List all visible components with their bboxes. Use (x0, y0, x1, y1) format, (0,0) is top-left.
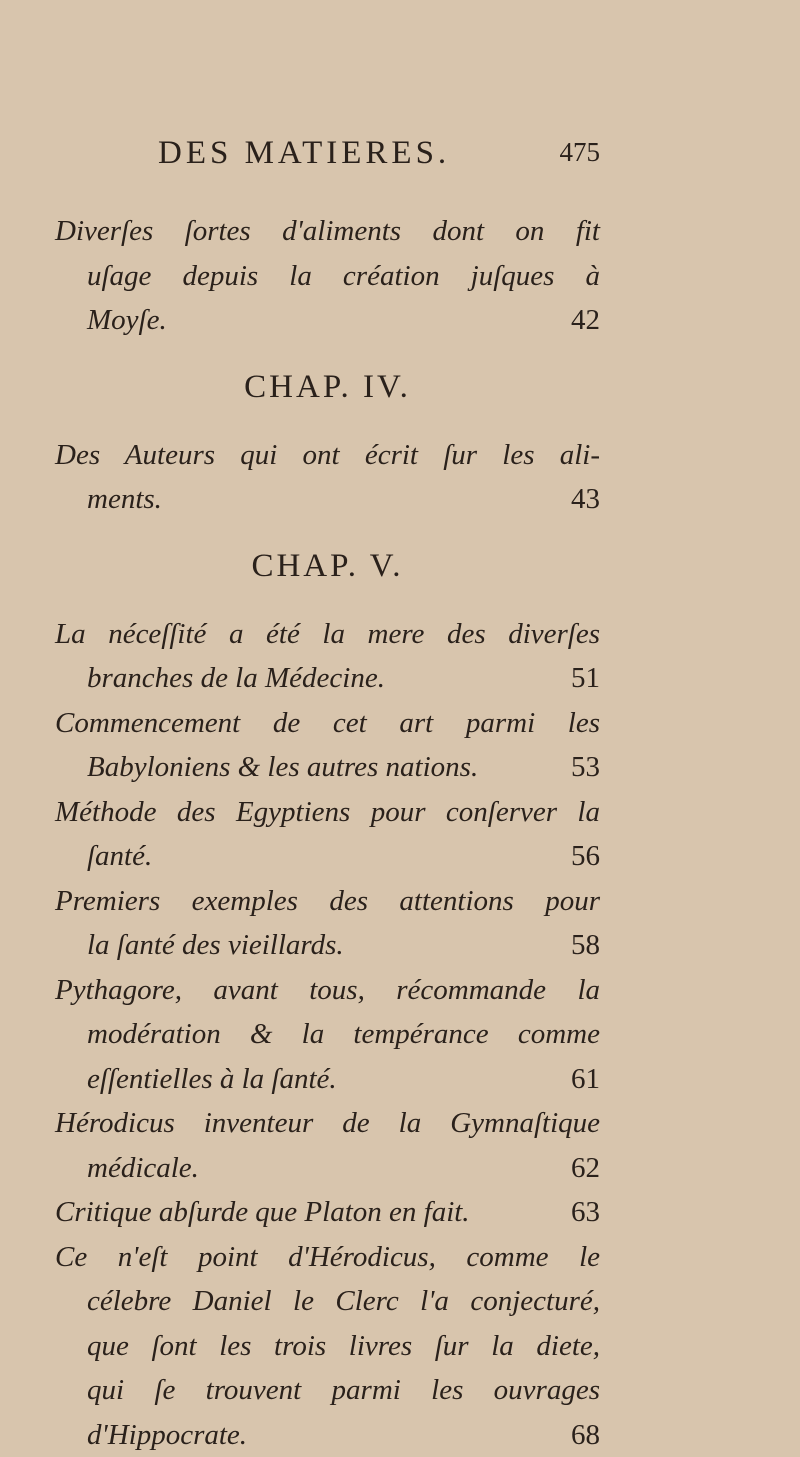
toc-line: célebre Daniel le Clerc l'a conjecturé, (55, 1279, 600, 1324)
toc-text: d'Hippocrate. (87, 1413, 247, 1457)
toc-text: branches de la Médecine. (87, 656, 385, 701)
toc-text: Babyloniens & les autres nations. (87, 745, 478, 790)
toc-line (55, 477, 600, 522)
table-of-contents (55, 189, 600, 1457)
toc-text: Moyſe. (87, 298, 167, 343)
toc-entry (55, 209, 600, 343)
toc-line: modération & la tempérance comme (55, 1012, 600, 1057)
toc-line (55, 298, 600, 343)
toc-text: eſſentielles à la ſanté. (87, 1057, 337, 1102)
toc-entry (55, 1235, 600, 1457)
toc-entry (55, 612, 600, 701)
toc-page-number: 68 (571, 1413, 600, 1457)
toc-line: Ce n'eſt point d'Hérodicus, comme le (55, 1235, 600, 1280)
toc-line: qui ſe trouvent parmi les ouvrages (55, 1368, 600, 1413)
toc-line (55, 1190, 600, 1235)
toc-line (55, 834, 600, 879)
toc-line: Pythagore, avant tous, récommande la (55, 968, 600, 1013)
toc-entry (55, 879, 600, 968)
toc-entry (55, 701, 600, 790)
toc-line (55, 1413, 600, 1457)
toc-line: que ſont les trois livres ſur la diete, (55, 1324, 600, 1369)
toc-entry (55, 1190, 600, 1235)
toc-entry (55, 1101, 600, 1190)
toc-text: la ſanté des vieillards. (87, 923, 344, 968)
toc-line: Méthode des Egyptiens pour conſerver la (55, 790, 600, 835)
toc-page-number: 62 (571, 1146, 600, 1191)
toc-line: Des Auteurs qui ont écrit ſur les ali- (55, 433, 600, 478)
toc-line: La néceſſité a été la mere des diverſes (55, 612, 600, 657)
toc-line: Commencement de cet art parmi les (55, 701, 600, 746)
toc-page-number: 56 (571, 834, 600, 879)
toc-line (55, 745, 600, 790)
toc-text: Critique abſurde que Platon en fait. (55, 1190, 470, 1235)
toc-page-number: 51 (571, 656, 600, 701)
chapter-heading: CHAP. IV. (55, 357, 600, 417)
toc-line (55, 1146, 600, 1191)
toc-entry (55, 790, 600, 879)
toc-page-number: 53 (571, 745, 600, 790)
toc-page-number: 42 (571, 298, 600, 343)
toc-line (55, 656, 600, 701)
toc-line: Diverſes ſortes d'aliments dont on fit (55, 209, 600, 254)
running-head (55, 135, 600, 189)
toc-entry (55, 968, 600, 1102)
toc-page-number: 43 (571, 477, 600, 522)
running-title: DES MATIERES. (158, 135, 450, 172)
toc-text: médicale. (87, 1146, 199, 1191)
spacer (55, 189, 600, 209)
toc-line: Premiers exemples des attentions pour (55, 879, 600, 924)
toc-line (55, 923, 600, 968)
toc-line: uſage depuis la création juſques à (55, 254, 600, 299)
toc-entry (55, 433, 600, 522)
book-page (55, 135, 600, 1457)
toc-text: ments. (87, 477, 162, 522)
toc-page-number: 63 (571, 1190, 600, 1235)
toc-page-number: 58 (571, 923, 600, 968)
toc-line: Hérodicus inventeur de la Gymnaſtique (55, 1101, 600, 1146)
chapter-heading: CHAP. V. (55, 536, 600, 596)
page-number: 475 (560, 137, 601, 168)
toc-page-number: 61 (571, 1057, 600, 1102)
toc-line (55, 1057, 600, 1102)
toc-text: ſanté. (87, 834, 152, 879)
